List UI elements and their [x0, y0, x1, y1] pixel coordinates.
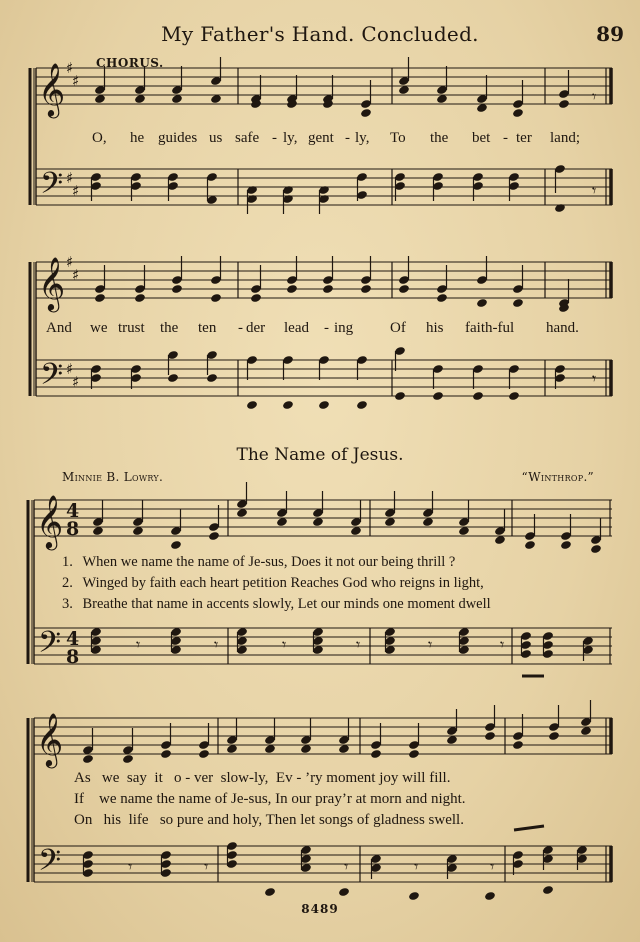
notehead: [134, 293, 146, 303]
rest: 𝄾: [490, 857, 495, 876]
rest: 𝄾: [592, 369, 597, 388]
notehead: [508, 391, 520, 401]
lyric-syllable: faith-ful: [465, 320, 515, 336]
notehead: [394, 391, 406, 401]
rest: 𝄾: [500, 635, 505, 654]
verse-text: On his life so pure and holy, Then let songs of gladness swell.: [74, 812, 464, 828]
notehead: [590, 544, 602, 554]
verse-text: When we name the name of Je-sus, Does it not our being thrill ?: [82, 554, 456, 570]
verse-number: 1.: [62, 554, 73, 570]
system1-lyrics: [0, 130, 640, 150]
notehead: [484, 891, 496, 901]
rest: 𝄾: [592, 181, 597, 200]
notehead: [512, 108, 524, 118]
sharp-sign: ♯: [66, 253, 74, 271]
lyric-syllable: Of: [390, 320, 406, 336]
lyric-syllable: ly,: [355, 130, 370, 146]
lyric-syllable: the: [430, 130, 449, 146]
notehead: [408, 749, 420, 759]
verse-text: As we say it o - ver slow-ly, Ev - ’ry moment joy will fill.: [74, 770, 451, 786]
notehead: [318, 400, 330, 410]
lyric-syllable: ten: [198, 320, 217, 336]
notehead: [484, 731, 496, 741]
plate-number: 8489: [301, 902, 339, 916]
notehead: [356, 400, 368, 410]
lyric-syllable: -: [324, 320, 329, 336]
time-signature-top: 4: [66, 500, 80, 522]
verse-line: [62, 575, 484, 592]
lyric-syllable: To: [390, 130, 406, 146]
verse-line: [74, 812, 464, 829]
lyric-syllable: he: [130, 130, 145, 146]
notehead: [432, 391, 444, 401]
sharp-sign: ♯: [72, 373, 80, 391]
system2-lyrics: [0, 320, 640, 340]
sharp-sign: ♯: [66, 360, 74, 378]
chorus-label: CHORUS.: [96, 56, 164, 70]
lyric-syllable: the: [160, 320, 179, 336]
notehead: [512, 740, 524, 750]
notehead: [472, 391, 484, 401]
lyric-syllable: us: [209, 130, 223, 146]
notehead: [436, 293, 448, 303]
notehead: [476, 298, 488, 308]
time-signature-bottom: 8: [66, 646, 80, 668]
notehead: [210, 293, 222, 303]
treble-clef: 𝄞: [36, 494, 64, 548]
rest: 𝄾: [136, 635, 141, 654]
page-header-title: My Father's Hand. Concluded.: [161, 22, 479, 46]
notehead: [512, 298, 524, 308]
notehead: [360, 108, 372, 118]
treble-clef: 𝄞: [36, 712, 64, 766]
beam: [514, 826, 544, 830]
song-author: Minnie B. Lowry.: [62, 470, 164, 484]
notehead: [322, 284, 334, 294]
rest: 𝄾: [128, 857, 133, 876]
verse-line: [62, 596, 491, 613]
verse-text: If we name the name of Je-sus, In our pray’r at morn and night.: [74, 791, 466, 807]
verse-number: 2.: [62, 575, 73, 591]
lyric-syllable: hand.: [546, 320, 579, 336]
verse-text: Winged by faith each heart petition Reaches God who reigns in light,: [82, 575, 484, 591]
lyric-syllable: -: [238, 320, 243, 336]
rest: 𝄾: [414, 857, 419, 876]
bass-clef: 𝄢: [40, 358, 64, 399]
notehead: [160, 749, 172, 759]
notehead: [82, 754, 94, 764]
notehead: [360, 284, 372, 294]
notehead: [542, 885, 554, 895]
lyric-syllable: -: [345, 130, 350, 146]
treble-clef: 𝄞: [38, 256, 66, 310]
notehead: [558, 99, 570, 109]
lyric-syllable: -: [503, 130, 508, 146]
time-signature-top: 4: [66, 628, 80, 650]
verse-line: [74, 770, 450, 787]
notehead: [171, 284, 183, 294]
verse-line: [62, 554, 455, 571]
notehead: [198, 749, 210, 759]
time-signature-bottom: 8: [66, 518, 80, 540]
rest: 𝄾: [428, 635, 433, 654]
rest: 𝄾: [356, 635, 361, 654]
tune-name: “Winthrop.”: [521, 470, 594, 484]
notehead: [338, 887, 350, 897]
sharp-sign: ♯: [72, 72, 80, 90]
lyric-syllable: And: [46, 320, 72, 336]
page-number: 89: [596, 22, 624, 46]
rest: 𝄾: [204, 857, 209, 876]
sharp-sign: ♯: [66, 169, 74, 187]
verse-text: Breathe that name in accents slowly, Let our minds one moment dwell: [82, 596, 491, 612]
lyric-syllable: safe: [235, 130, 260, 146]
rest: 𝄾: [344, 857, 349, 876]
notehead: [286, 284, 298, 294]
song-title: The Name of Jesus.: [236, 445, 404, 465]
treble-clef: 𝄞: [38, 62, 66, 116]
lyric-syllable: bet: [472, 130, 491, 146]
notehead: [524, 540, 536, 550]
notehead: [246, 400, 258, 410]
notehead: [170, 540, 182, 550]
bass-clef: 𝄢: [38, 626, 62, 667]
rest: 𝄾: [214, 635, 219, 654]
lyric-syllable: lead: [284, 320, 309, 336]
rest: 𝄾: [592, 87, 597, 106]
lyric-syllable: O,: [92, 130, 107, 146]
notehead: [208, 531, 220, 541]
sharp-sign: ♯: [72, 182, 80, 200]
notehead: [560, 540, 572, 550]
lyric-syllable: ter: [516, 130, 532, 146]
notehead: [282, 400, 294, 410]
notehead: [264, 887, 276, 897]
verse-number: 3.: [62, 596, 73, 612]
lyric-syllable: ly,: [283, 130, 298, 146]
notehead: [122, 754, 134, 764]
notehead: [398, 284, 410, 294]
lyric-syllable: his: [426, 320, 444, 336]
rest: 𝄾: [282, 635, 287, 654]
verse-line: [74, 791, 466, 808]
sharp-sign: ♯: [66, 59, 74, 77]
lyric-syllable: gent: [308, 130, 334, 146]
notehead: [408, 891, 420, 901]
bass-clef: 𝄢: [38, 844, 62, 885]
lyric-syllable: land;: [550, 130, 580, 146]
notehead: [554, 203, 566, 213]
lyric-syllable: trust: [118, 320, 145, 336]
notehead: [548, 731, 560, 741]
lyric-syllable: -: [272, 130, 277, 146]
sharp-sign: ♯: [72, 266, 80, 284]
notehead: [94, 293, 106, 303]
notehead: [370, 749, 382, 759]
bass-clef: 𝄢: [40, 167, 64, 208]
lyric-syllable: ing: [334, 320, 354, 336]
notehead: [250, 293, 262, 303]
lyric-syllable: guides: [158, 130, 198, 146]
lyric-syllable: der: [246, 320, 266, 336]
lyric-syllable: we: [90, 320, 108, 336]
